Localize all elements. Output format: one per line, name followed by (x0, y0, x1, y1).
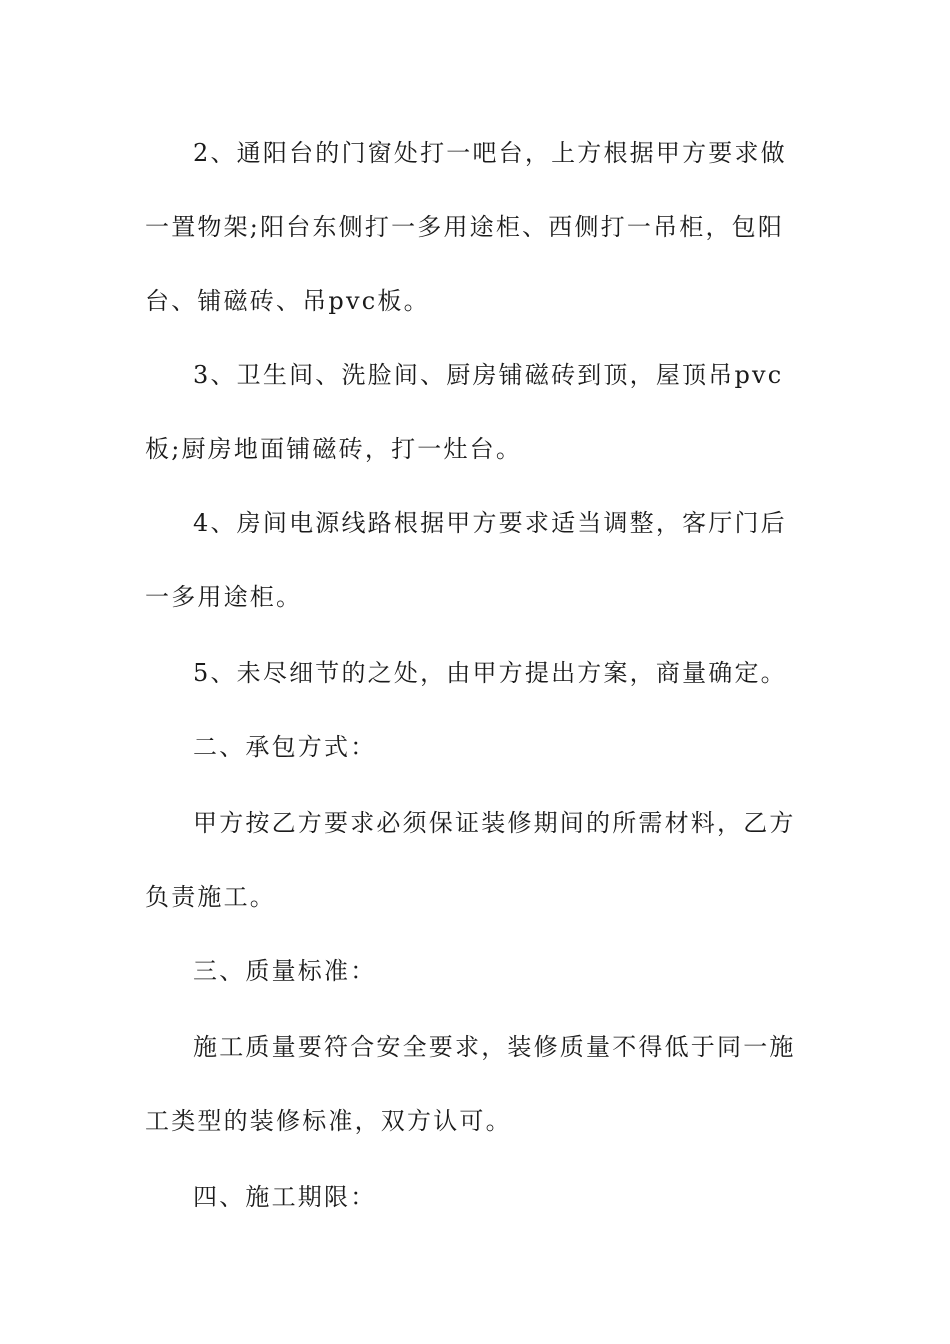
paragraph-item-5: 5、未尽细节的之处，由甲方提出方案，商量确定。 (193, 659, 787, 687)
paragraph-item-2: 2、通阳台的门窗处打一吧台，上方根据甲方要求做一置物架;阳台东侧打一多用途柜、西侧打一吊柜，包阳台、铺磁砖、吊pvc板。 (145, 139, 787, 315)
paragraph-contract-method: 甲方按乙方要求必须保证装修期间的所需材料，乙方负责施工。 (145, 809, 796, 911)
paragraph-item-4: 4、房间电源线路根据甲方要求适当调整，客厅门后一多用途柜。 (145, 509, 787, 611)
section-heading-contract-method: 二、承包方式： (193, 733, 377, 761)
section-heading-quality-standard: 三、质量标准： (193, 957, 377, 985)
paragraph-item-3: 3、卫生间、洗脸间、厨房铺磁砖到顶，屋顶吊pvc板;厨房地面铺磁砖，打一灶台。 (145, 361, 784, 463)
paragraph-quality-standard: 施工质量要符合安全要求，装修质量不得低于同一施工类型的装修标准，双方认可。 (145, 1033, 796, 1135)
section-heading-construction-period: 四、施工期限： (193, 1183, 377, 1211)
